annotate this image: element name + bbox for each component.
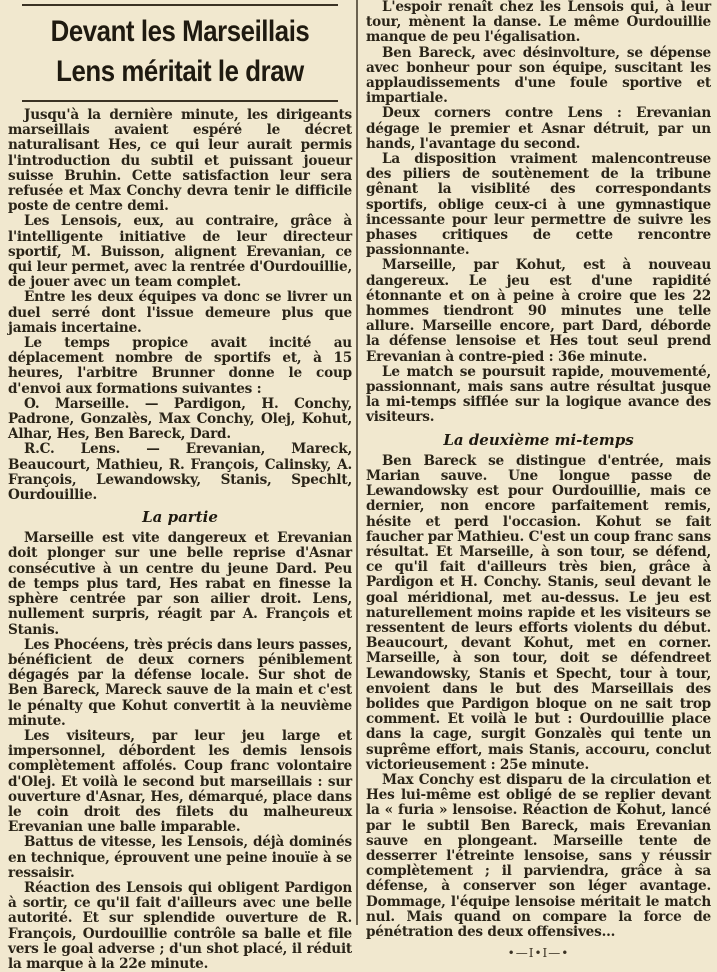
intro-paragraph-4: Le temps propice avait incité au déplacement nombre de sportifs et, à 15 heures, l'arbitre Brunner donne le coup d'envoi aux formations suivantes : bbox=[8, 335, 352, 397]
team-label-marseille: O. Marseille. bbox=[24, 395, 130, 412]
partie-paragraph-1: Marseille est vite dangereux et Erevanian doit plonger sur une belle reprise d'Asnar consécutive à un centre du jeune Dard. Peu de temps plus tard, Hes rabat en finesse la sphère centrée par son ailier droit. Lens, nullement surpris, réagit par A. François et Stanis. bbox=[8, 530, 352, 638]
team-players-marseille: — Pardigon, H. Conchy, Padrone, Gonzalès, Max Conchy, Olej, Kohut, Alhar, Hes, Ben Bareck, Dard. bbox=[8, 395, 352, 443]
intro-paragraph-2: Les Lensois, eux, au contraire, grâce à l'intelligente initiative de leur directeur sportif, M. Buisson, alignent Erevanian, ce qui leur permet, avec la rentrée d'Ourdouillie, de jouer avec un team complet. bbox=[8, 213, 352, 291]
team-label-lens: R.C. Lens. bbox=[24, 441, 121, 458]
intro-paragraph-3: Entre les deux équipes va donc se livrer un duel serré dont l'issue demeure plus que jamais incertaine. bbox=[8, 289, 352, 336]
right-paragraph-6: Le match se poursuit rapide, mouvementé, passionnant, mais sans autre résultat jusque la mi-temps sifflée sur la logique avance des visiteurs. bbox=[366, 363, 711, 426]
intro-paragraph-1: Jusqu'à la dernière minute, les dirigeants marseillais avaient espéré le décret naturalisant Hes, ce qui leur aurait permis l'introduction du subtil et puissant joueur suisse Bruhin. Cette satisfaction leur sera refusée et Max Conchy devra tenir le difficile poste de centre demi. bbox=[8, 107, 352, 215]
partie-paragraph-5: Réaction des Lensois qui obligent Pardigon à sortir, ce qu'il fait d'ailleurs avec une belle autorité. Et sur splendide ouverture de R. François, Ourdouillie contrôle sa balle et file vers le goal adverse ; d'un shot placé, il réduit la marque à la 22e minute. bbox=[8, 879, 352, 972]
right-paragraph-2: Ben Bareck, avec désinvolture, se dépense avec bonheur pour son équipe, suscitant les applaudissements d'une foule sportive et impartiale. bbox=[366, 44, 711, 107]
team-players-lens: — Erevanian, Mareck, Beaucourt, Mathieu, R. François, Calinsky, A. François, Lewandowsky, Stanis, Spechlt, Ourdouillie. bbox=[8, 441, 352, 504]
lineup-marseille bbox=[8, 397, 352, 443]
mitemps-paragraph-1: Ben Bareck se distingue d'entrée, mais Marian sauve. Une longue passe de Lewandowsky est pour Ourdouillie, mais ce dernier, non encore parfaitement remis, hésite et perd l'occasion. Kohut se fait faucher par Mathieu. C'est un coup franc sans résultat. Et Marseille, à son tour, se défend, ce qu'il fait d'ailleurs très bien, grâce à Pardigon et H. Conchy. Stanis, seul devant le goal méridional, met au-dessus. Le jeu est naturellement moins rapide et les visiteurs se ressentent de leurs efforts violents du début. Beaucourt, devant Kohut, met en corner. Marseille, à son tour, doit se défendreet Lewandowsky, Stanis et Specht, tour à tour, envoient dans le but des Marseillais des bolides que Pardigon bloque on ne sait trop comment. Et voilà le but : Ourdouillie place dans la cage, surgit Gonzalès qui tente un suprême effort, mais Stanis, accouru, conclut victorieusement : 25e minute. bbox=[366, 452, 711, 773]
end-ornament: •—I•I—• bbox=[507, 946, 570, 961]
section-heading-partie: La partie bbox=[142, 508, 218, 527]
headline-line-2: Lens méritait le draw bbox=[56, 55, 304, 88]
lineup-lens bbox=[8, 442, 352, 503]
right-paragraph-1: L'espoir renaît chez les Lensois qui, à leur tour, mènent la danse. Le même Ourdouillie manque de peu l'égalisation. bbox=[366, 0, 711, 46]
right-paragraph-3: Deux corners contre Lens : Erevanian dégage le premier et Asnar détruit, par un hands, l'avantage du second. bbox=[366, 105, 711, 152]
right-paragraph-4: La disposition vraiment malencontreuse des piliers de soutènement de la tribune gênant la visiblité des correspondants sportifs, oblige ceux-ci à une gymnastique incessante pour leur permettre de suivre les phases critiques de cette rencontre passionnante. bbox=[366, 151, 711, 259]
section-heading-mitemps: La deuxième mi-temps bbox=[443, 430, 634, 449]
mitemps-paragraph-2: Max Conchy est disparu de la circulation et Hes lui-même est obligé de se replier devant la « furia » lensoise. Réaction de Kohut, lancé par le subtil Ben Bareck, mais Erevanian sauve en plongeant. Marseille tente de desserrer l'étreinte lensoise, sans y réussir complètement ; il parviendra, grâce à sa défense, à conserver son léger avantage. Dommage, l'équipe lensoise méritait le match nul. Mais quand on compare la force de pénétration des deux offensives... bbox=[366, 771, 711, 940]
headline-line-1: Devant les Marseillais bbox=[50, 15, 310, 48]
partie-paragraph-3: Les visiteurs, par leur jeu large et impersonnel, débordent les demis lensois complètement affolés. Coup franc volontaire d'Olej. Et voilà le second but marseillais : sur ouverture d'Asnar, Hes, démarqué, place dans le coin droit des filets du malheureux Erevanian une balle imparable. bbox=[8, 727, 352, 836]
right-paragraph-5: Marseille, par Kohut, est à nouveau dangereux. Le jeu est d'une rapidité étonnante et on à peine à croire que les 22 hommes tiendront 90 minutes une telle allure. Marseille encore, part Dard, déborde la défense lensoise et Hes tout seul prend Erevanian à contre-pied : 36e minute. bbox=[366, 257, 711, 365]
partie-paragraph-4: Battus de vitesse, les Lensois, déjà dominés en technique, éprouvent une peine inouïe à se ressaisir. bbox=[8, 834, 352, 881]
partie-paragraph-2: Les Phocéens, très précis dans leurs passes, bénéficient de deux corners péniblement dégagés par la défense locale. Sur shot de Ben Bareck, Mareck sauve de la main et c'est le pénalty que Kohut convertit à la neuvième minute. bbox=[8, 636, 352, 729]
headline-box bbox=[22, 4, 338, 102]
right-column bbox=[358, 0, 717, 961]
left-column bbox=[0, 0, 358, 972]
